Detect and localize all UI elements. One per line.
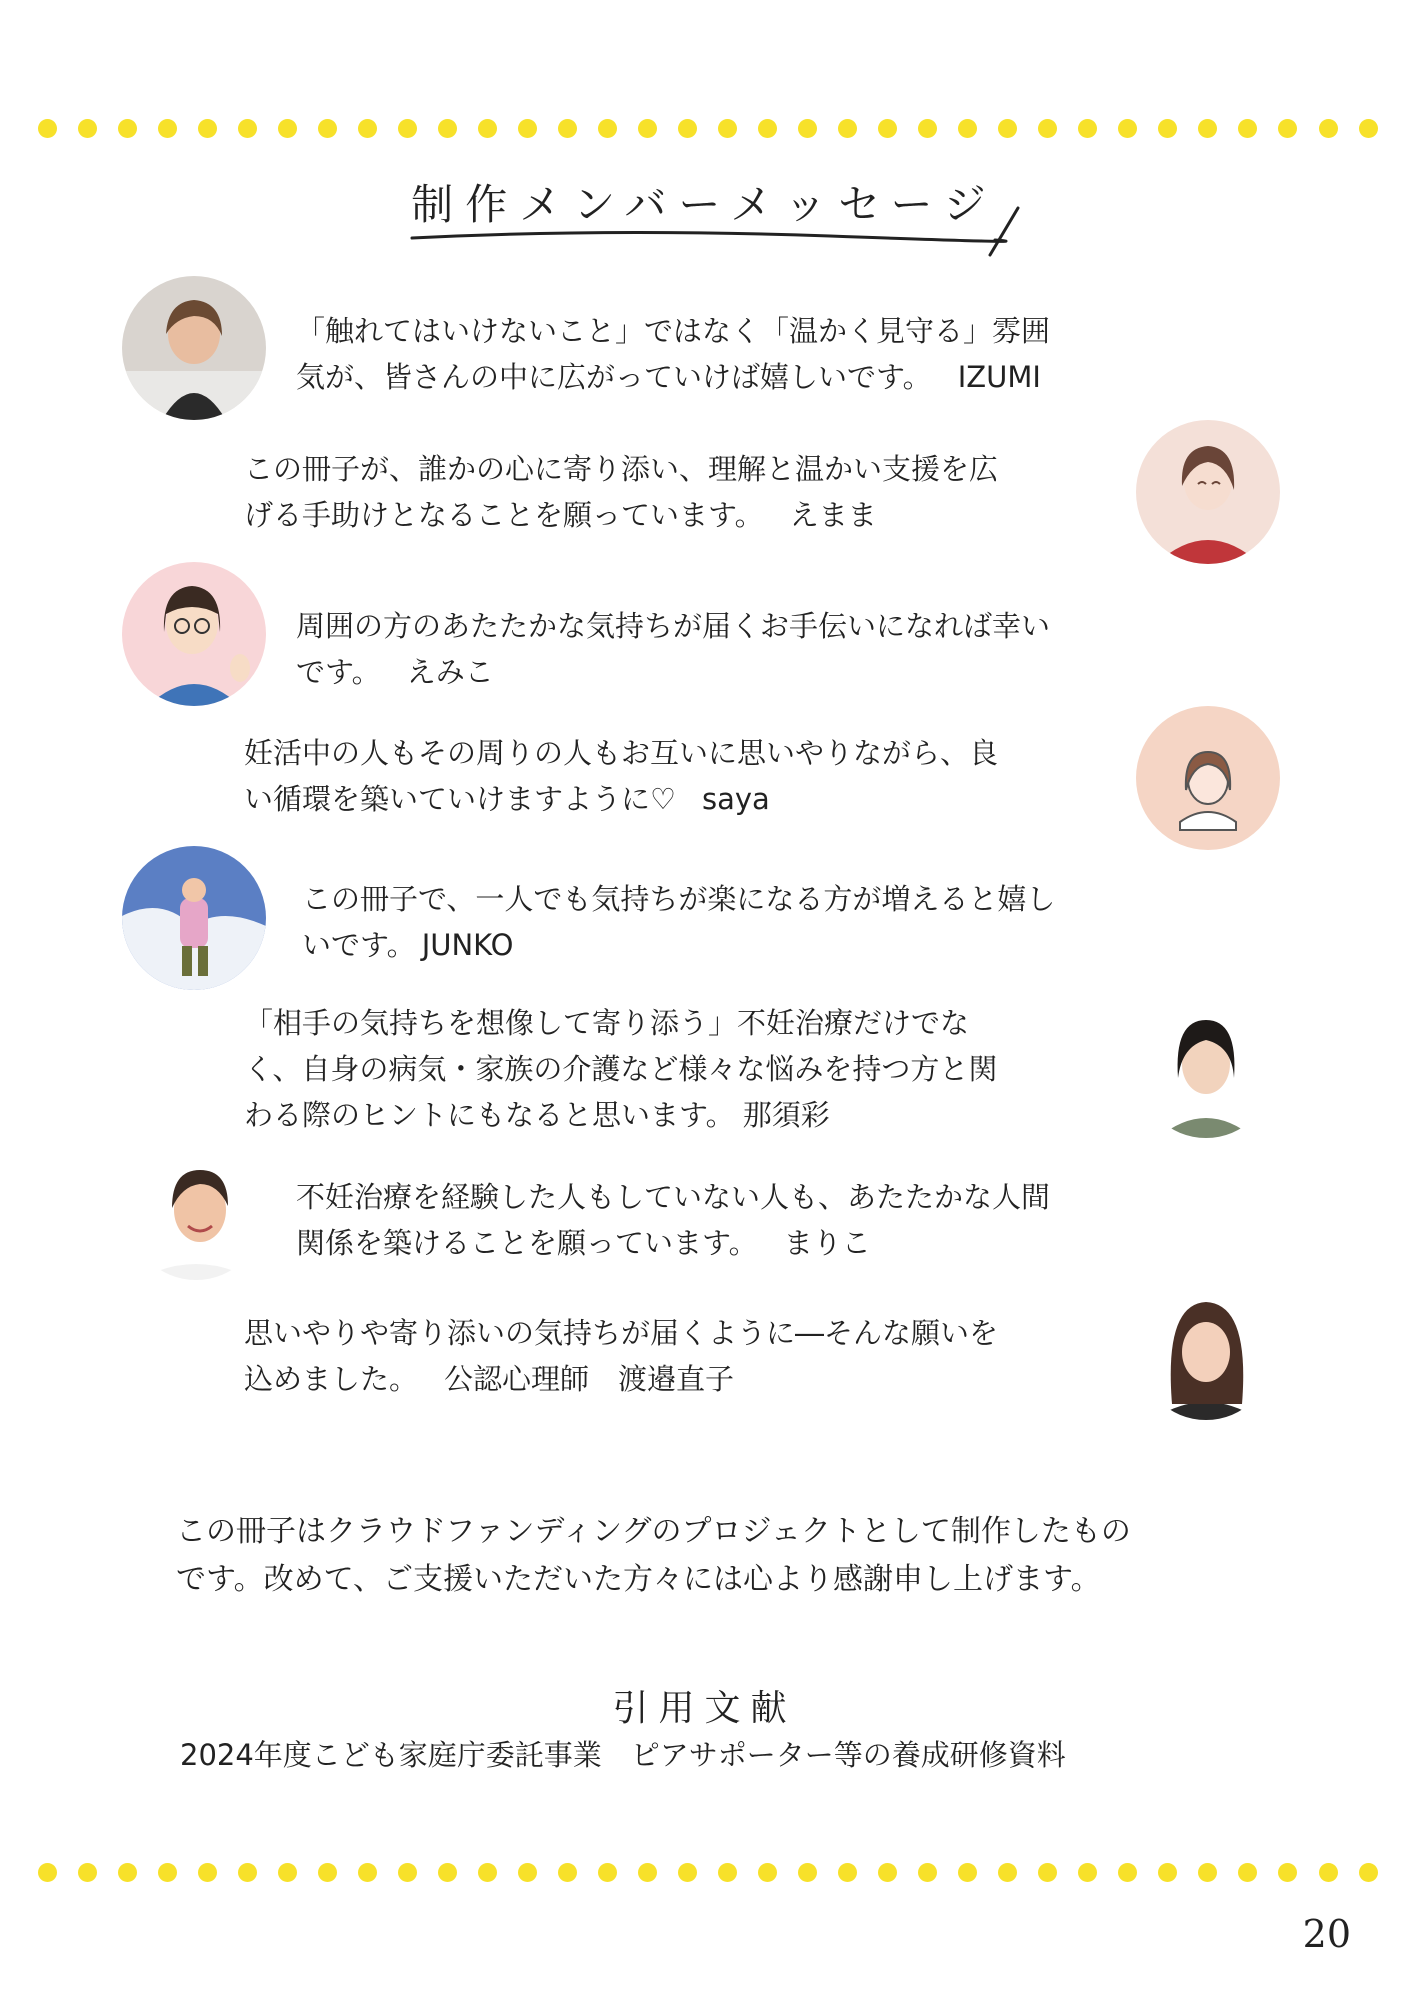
message-mariko: 不妊治療を経験した人もしていない人も、あたたかな人間 関係を築けることを願っています。 まりこ [296, 1180, 1051, 1260]
closing-paragraph: この冊子はクラウドファンディングのプロジェクトとして制作したもの です。改めて、ご支援いただいた方々には心より感謝申し上げます。 [176, 1514, 1131, 1597]
references-body: 2024年度こども家庭庁委託事業 ピアサポーター等の養成研修資料 [180, 1738, 1066, 1772]
member-name: JUNKO [421, 928, 514, 962]
bottom-dot-border [38, 1862, 1378, 1882]
member-name: IZUMI [957, 360, 1041, 394]
member-avatar-emiko [122, 562, 266, 706]
message-emiko: 周囲の方のあたたかな気持ちが届くお手伝いになれば幸い です。 えみこ [296, 609, 1051, 689]
member-name: saya [702, 782, 770, 816]
member-avatar-mariko [128, 1144, 264, 1280]
page-number: 20 [1302, 1912, 1351, 1956]
message-watanabe: 思いやりや寄り添いの気持ちが届くように―そんな願いを 込めました。 公認心理師 渡邉直子 [244, 1316, 999, 1396]
page-title: 制作メンバーメッセージ [411, 180, 998, 229]
member-avatar-saya [1136, 706, 1280, 850]
member-name: えまま [789, 498, 877, 532]
references-title: 引用文献 [612, 1688, 797, 1729]
member-name: 那須彩 [742, 1098, 830, 1132]
title-underline [410, 200, 1030, 260]
member-name: 公認心理師 渡邉直子 [444, 1362, 735, 1396]
member-avatar-nasu-aya [1138, 1002, 1274, 1138]
member-avatar-watanabe [1138, 1284, 1274, 1420]
member-avatar-izumi [122, 276, 266, 420]
top-dot-border [38, 118, 1378, 138]
message-junko: この冊子で、一人でも気持ちが楽になる方が増えると嬉し いです。 JUNKO [302, 882, 1056, 962]
member-name: まりこ [783, 1226, 871, 1260]
message-izumi: 「触れてはいけないこと」ではなく「温かく見守る」雰囲 気が、皆さんの中に広がっていけば嬉しいです。 IZUMI [296, 314, 1051, 394]
member-name: えみこ [406, 655, 494, 689]
message-nasu-aya: 「相手の気持ちを想像して寄り添う」不妊治療だけでな く、自身の病気・家族の介護など様々な悩みを持つ方と関 わる際のヒントにもなると思います。 那須彩 [244, 1006, 998, 1132]
message-saya: 妊活中の人もその周りの人もお互いに思いやりながら、良 い循環を築いていけますように♡ saya [244, 736, 999, 816]
member-avatar-junko [122, 846, 266, 990]
member-avatar-emama [1136, 420, 1280, 564]
message-emama: この冊子が、誰かの心に寄り添い、理解と温かい支援を広 げる手助けとなることを願っています。 えまま [244, 452, 999, 532]
